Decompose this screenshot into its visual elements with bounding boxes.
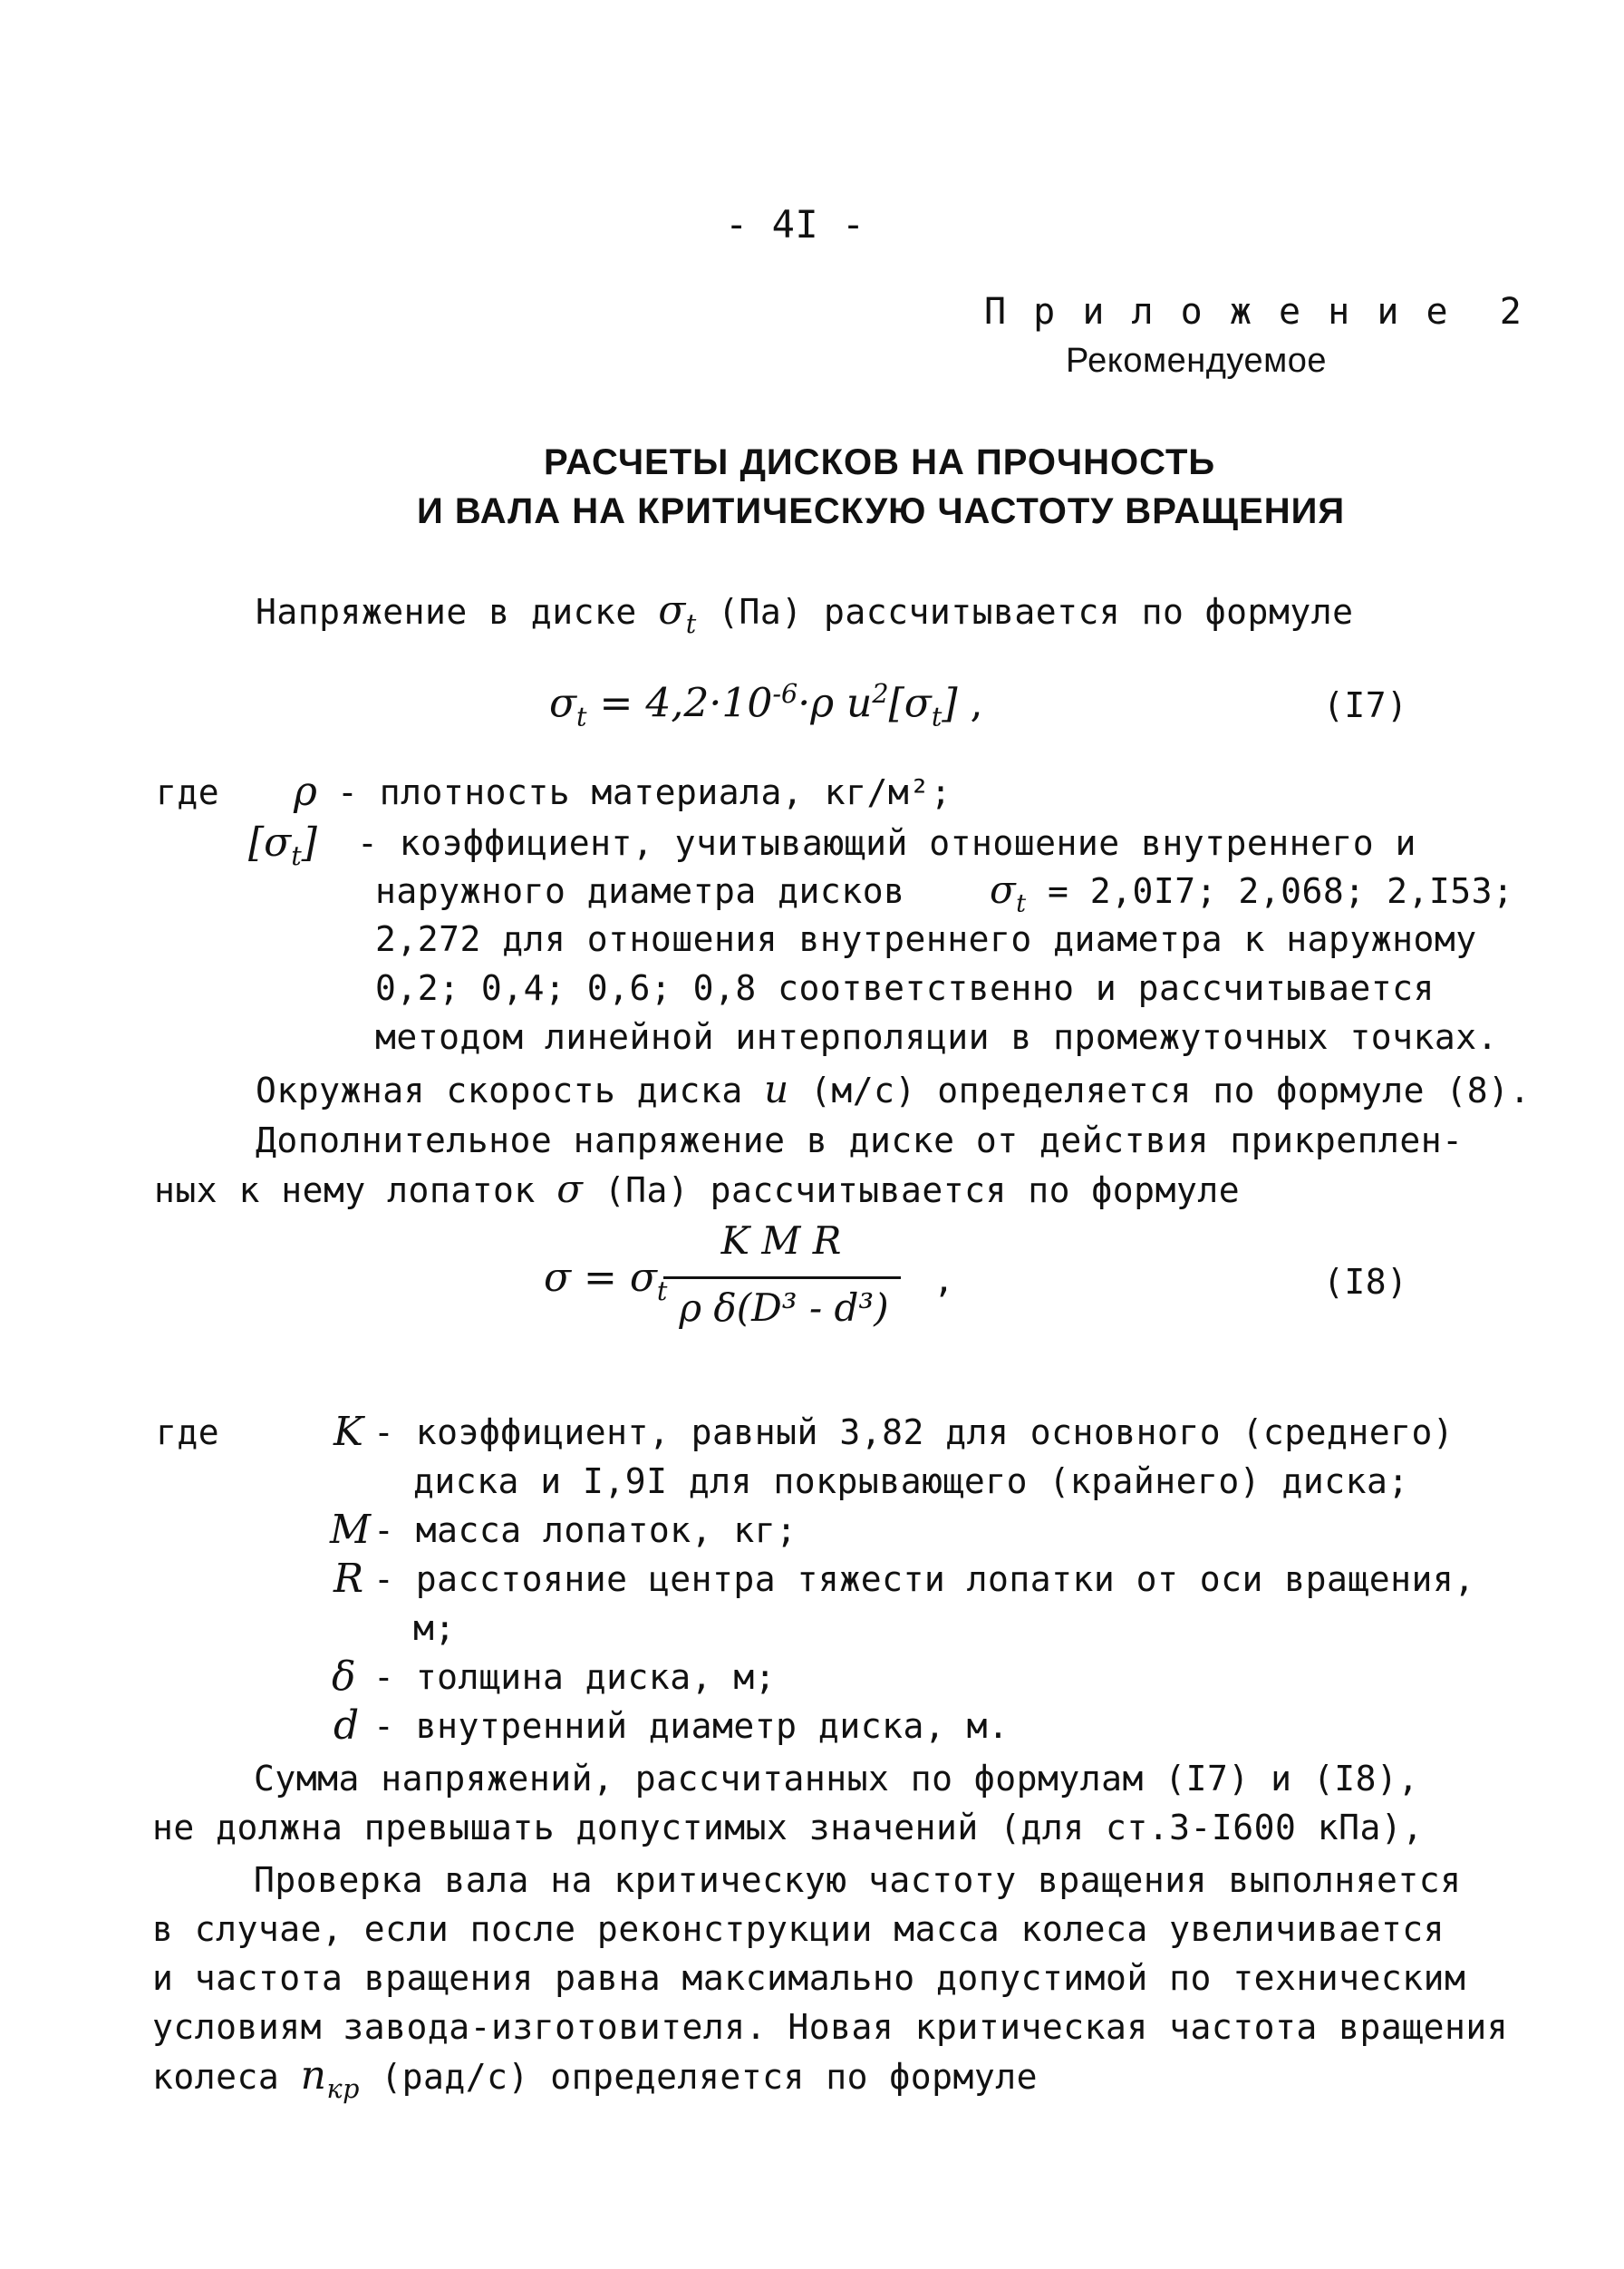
appendix-title: П р и л о ж е н и е 2 — [984, 291, 1524, 333]
k-symbol: K — [334, 1409, 363, 1455]
sum-line-1: Сумма напряжений, рассчитанных по формулам (I7) и (I8), — [254, 1759, 1419, 1799]
rho-symbol: ρ — [294, 769, 317, 815]
coefficient-line-4: 0,2; 0,4; 0,6; 0,8 соответственно и рассчитывается — [375, 968, 1435, 1008]
speed-paragraph: Окружная скорость диска u (м/с) определяется по формуле (8). — [256, 1067, 1531, 1111]
formula-17: $\sigma_t = 4,2\cdot 10^{-6}\cdot\rho$ $u^2[\sigma_t]$ , — [549, 678, 983, 732]
rho-definition: - плотность материала, кг/м²; — [337, 772, 952, 812]
check-line-5: колеса $n_{кр}$ (рад/с) определяется по формуле — [152, 2052, 1038, 2104]
appendix-subtitle: Рекомендуемое — [1066, 342, 1328, 380]
m-definition: - масса лопаток, кг; — [373, 1510, 798, 1550]
formula-18-fraction-bar — [663, 1276, 901, 1279]
coefficient-line-2: наружного диаметра дисков $\sigma_t = 2,0I7$; 2,068; 2,I53; — [375, 868, 1514, 918]
check-line-2: в случае, если после реконструкции масса колеса увеличивается — [152, 1909, 1445, 1949]
check-line-1: Проверка вала на критическую частоту вращения выполняется — [254, 1860, 1462, 1900]
sigma-bracket-symbol: $[\sigma_t]$ — [248, 819, 317, 871]
check-line-4: условиям завода-изготовителя. Новая критическая частота вращения — [152, 2007, 1509, 2047]
page-number: - 4I - — [725, 202, 865, 247]
formula-18-denominator: ρ δ(D³ - d³) — [679, 1285, 889, 1330]
formula-18-comma: , — [933, 1260, 955, 1300]
coefficient-line-5: методом линейной интерполяции в промежуточных точках. — [375, 1017, 1499, 1057]
k-definition-line-1: - коэффициент, равный 3,82 для основного (среднего) — [373, 1412, 1455, 1452]
formula-17-number: (I7) — [1323, 685, 1408, 725]
where-label-2: где — [156, 1412, 220, 1452]
r-definition-line-1: - расстояние центра тяжести лопатки от оси вращения, — [373, 1559, 1475, 1599]
formula-18-lhs: $\sigma = \sigma_t$ — [544, 1255, 668, 1306]
coefficient-line-1: - коэффициент, учитывающий отношение внутреннего и — [357, 823, 1416, 863]
d-symbol: d — [334, 1702, 360, 1749]
coefficient-line-3: 2,272 для отношения внутреннего диаметра к наружному — [375, 919, 1477, 959]
extra-stress-line-1: Дополнительное напряжение в диске от действия прикреплен- — [256, 1120, 1464, 1160]
check-line-3: и частота вращения равна максимально допустимой по техническим — [152, 1958, 1466, 1998]
where-label-1: где — [156, 772, 220, 812]
intro-paragraph: Напряжение в диске $\sigma_t$ (Па) рассчитывается по формуле — [256, 587, 1354, 639]
extra-stress-line-2: ных к нему лопаток σ (Па) рассчитывается по формуле — [154, 1167, 1241, 1211]
section-heading-line1: РАСЧЕТЫ ДИСКОВ НА ПРОЧНОСТЬ — [544, 442, 1216, 482]
formula-18-number: (I8) — [1323, 1262, 1408, 1302]
delta-definition: - толщина диска, м; — [373, 1657, 777, 1697]
formula-18-numerator: K M R — [720, 1218, 842, 1263]
m-symbol: M — [330, 1507, 372, 1553]
r-symbol: R — [334, 1556, 364, 1602]
k-definition-line-2: диска и I,9I для покрывающего (крайнего) диска; — [413, 1461, 1409, 1501]
delta-symbol: δ — [332, 1653, 356, 1700]
r-definition-line-2: м; — [413, 1608, 456, 1648]
d-definition: - внутренний диаметр диска, м. — [373, 1706, 1010, 1746]
sum-line-2: не должна превышать допустимых значений (для ст.3-I600 кПа), — [152, 1808, 1424, 1847]
section-heading-line2: И ВАЛА НА КРИТИЧЕСКУЮ ЧАСТОТУ ВРАЩЕНИЯ — [417, 491, 1346, 531]
